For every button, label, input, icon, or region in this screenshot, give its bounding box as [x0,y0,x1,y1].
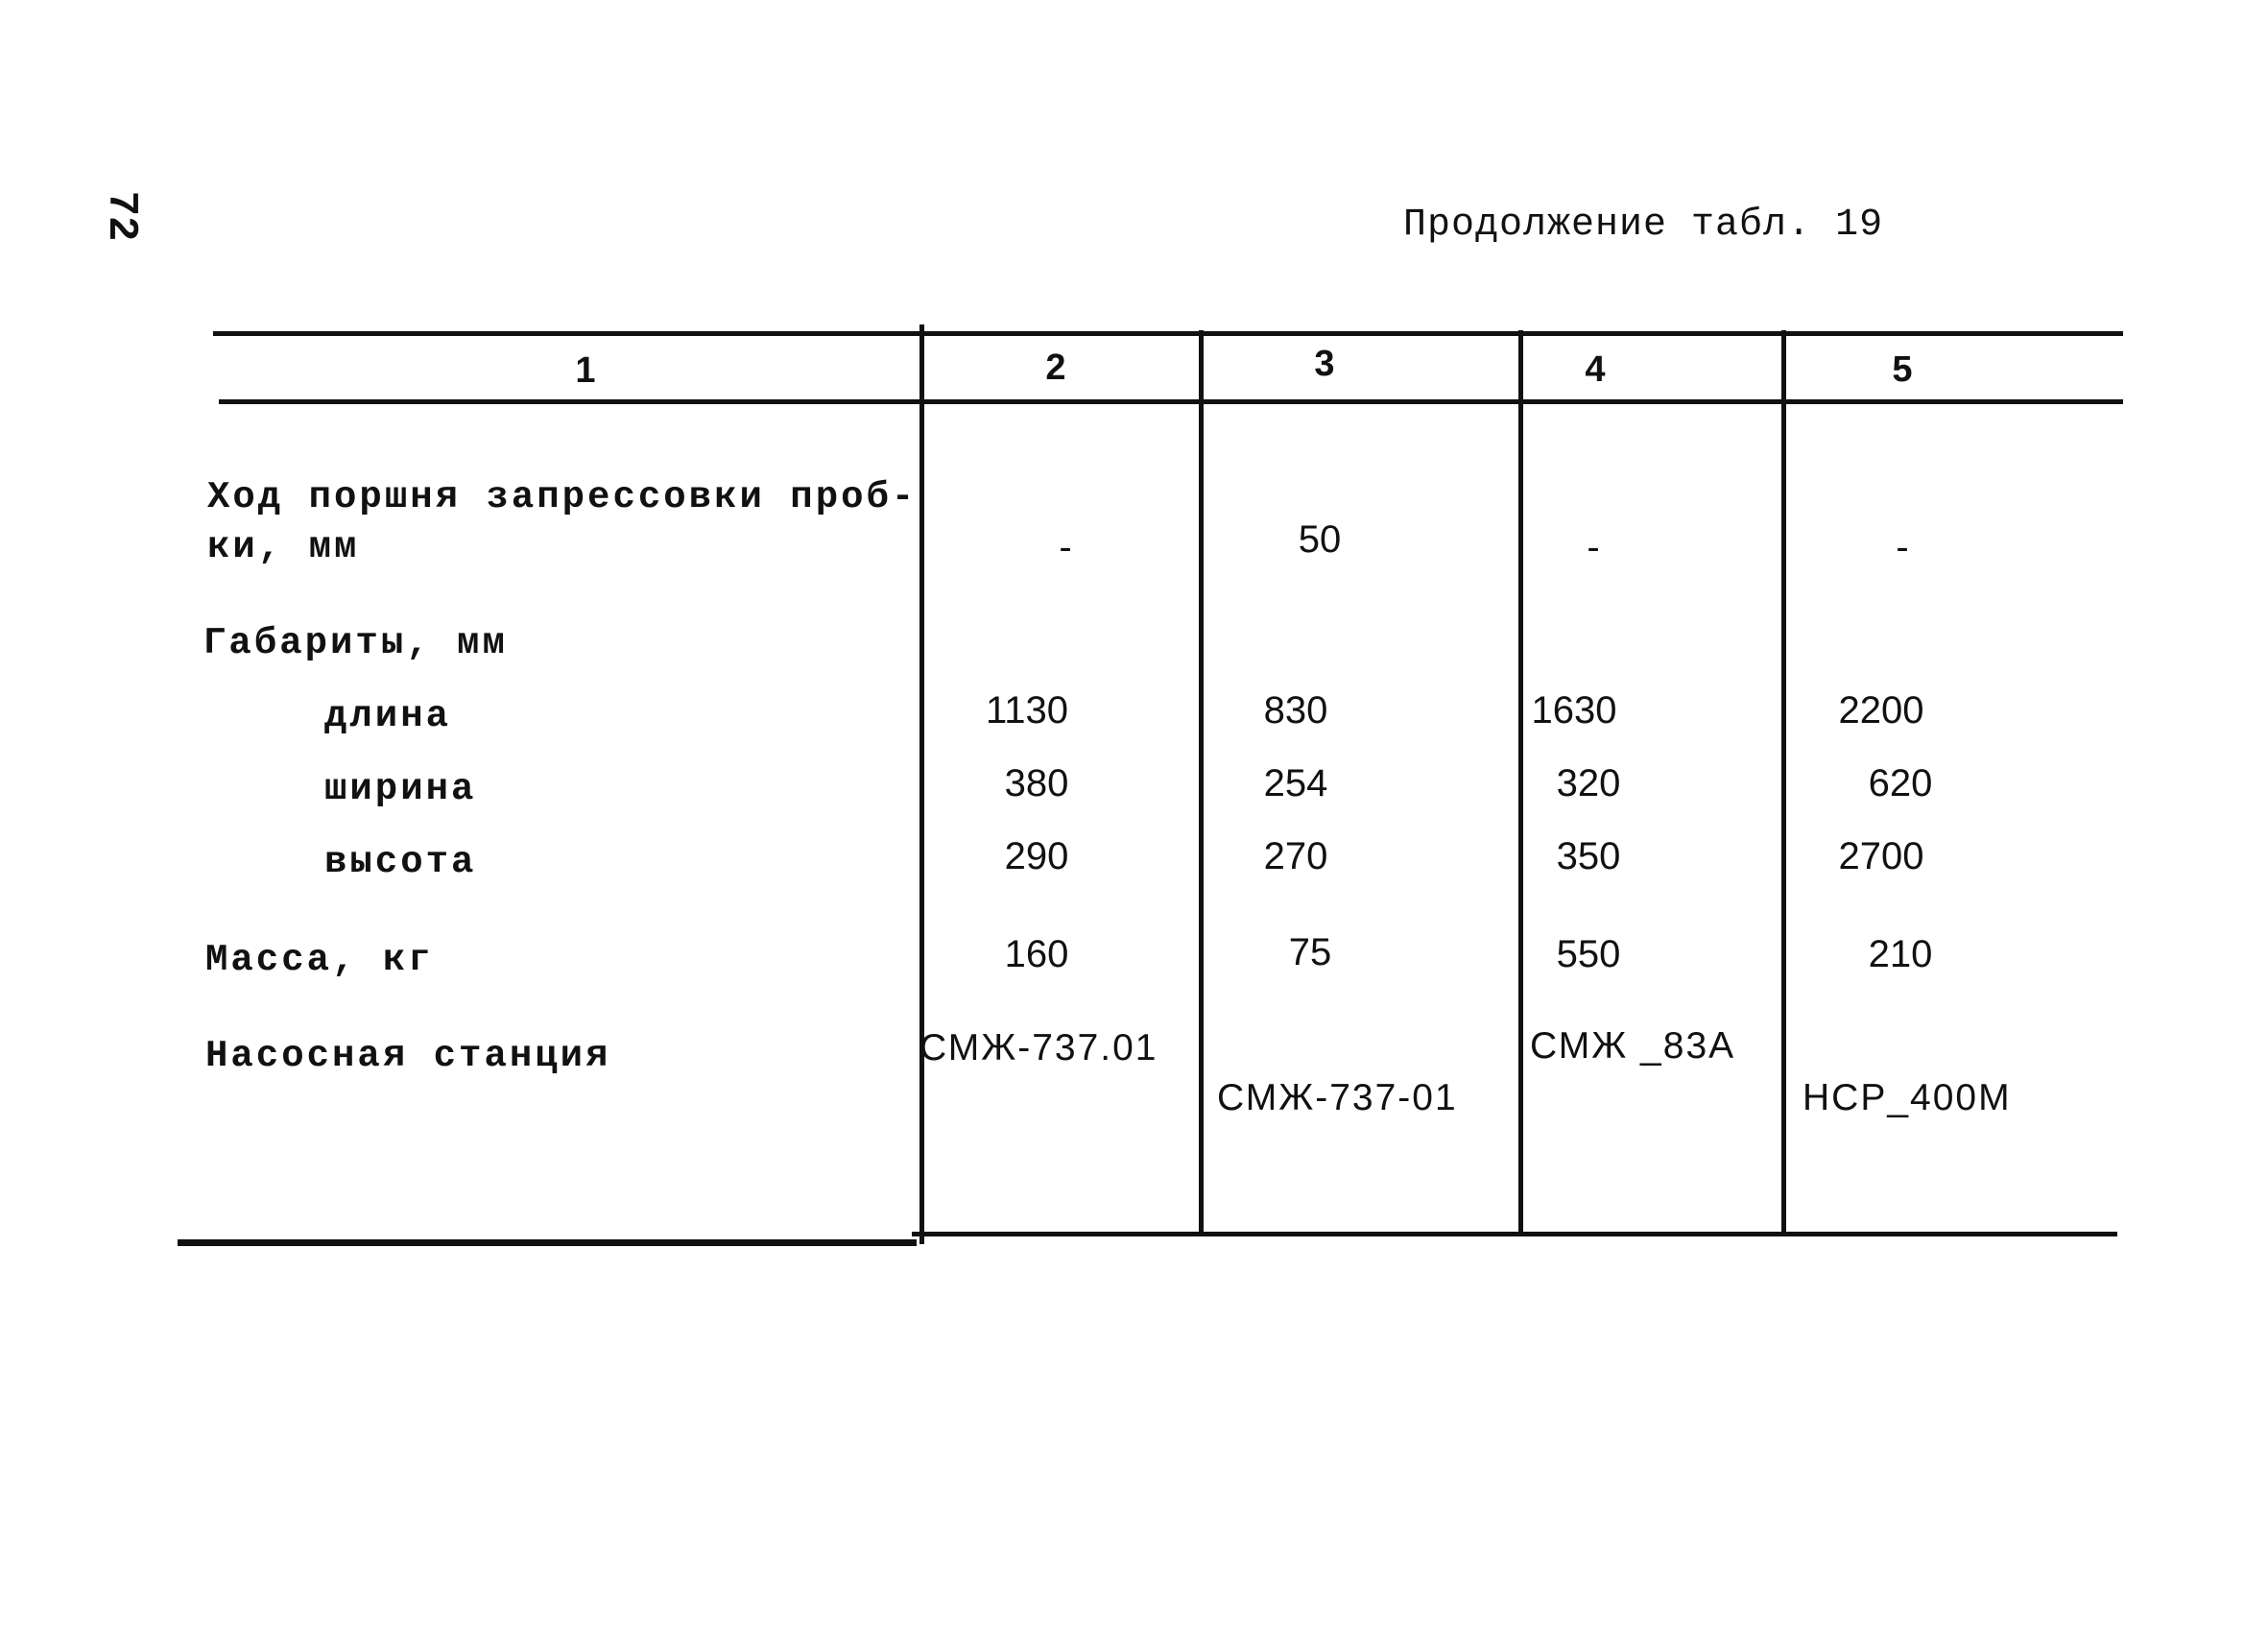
cell-length-col2: 1130 [985,689,1068,732]
cell-height-col2: 290 [1004,835,1069,877]
cell-pump-station-col2: СМЖ-737.01 [919,1027,1158,1068]
page-number: 72 [97,190,145,242]
cell-length-col5: 2200 [1838,689,1924,732]
cell-piston-stroke-col4: - [1587,526,1600,568]
cell-piston-stroke-col2: - [1059,526,1072,568]
cell-mass-col3: 75 [1288,931,1332,973]
row-label-piston-stroke-line2: ки, мм [207,526,360,568]
row-label-mass: Масса, кг [205,939,434,981]
table-header-rule [219,399,2123,404]
header-col-5: 5 [1892,349,1913,390]
table-bottom-rule-right [912,1232,2117,1236]
cell-height-col4: 350 [1556,835,1621,877]
header-col-4: 4 [1585,349,1606,390]
cell-height-col5: 2700 [1838,835,1924,877]
cell-mass-col5: 210 [1868,933,1933,975]
header-col-1: 1 [575,350,596,391]
column-separator [919,324,924,1244]
cell-width-col2: 380 [1004,762,1069,804]
header-col-2: 2 [1045,348,1066,388]
table-bottom-rule-left [178,1239,917,1246]
row-label-dimensions: Габариты, мм [203,622,508,664]
cell-pump-station-col5: НСР_400М [1802,1077,2012,1118]
cell-width-col5: 620 [1868,762,1933,804]
table-caption: Продолжение табл. 19 [1403,204,1884,247]
cell-width-col4: 320 [1556,762,1621,804]
cell-pump-station-col4: СМЖ _83А [1530,1025,1736,1067]
row-label-width: ширина [324,768,477,810]
row-label-pump-station: Насосная станция [205,1035,611,1077]
table-top-rule [213,331,2123,336]
cell-height-col3: 270 [1263,835,1328,877]
row-label-length: длина [324,695,452,737]
header-col-3: 3 [1314,344,1335,384]
column-separator [1781,330,1786,1236]
cell-mass-col4: 550 [1556,933,1621,975]
cell-piston-stroke-col3: 50 [1298,518,1342,561]
cell-length-col3: 830 [1263,689,1328,732]
cell-pump-station-col3: СМЖ-737-01 [1217,1077,1458,1118]
cell-piston-stroke-col5: - [1896,526,1909,568]
cell-length-col4: 1630 [1531,689,1617,732]
row-label-height: высота [324,841,477,883]
row-label-piston-stroke-line1: Ход поршня запрессовки проб- [207,476,918,518]
cell-mass-col2: 160 [1004,933,1069,975]
cell-width-col3: 254 [1263,762,1328,804]
